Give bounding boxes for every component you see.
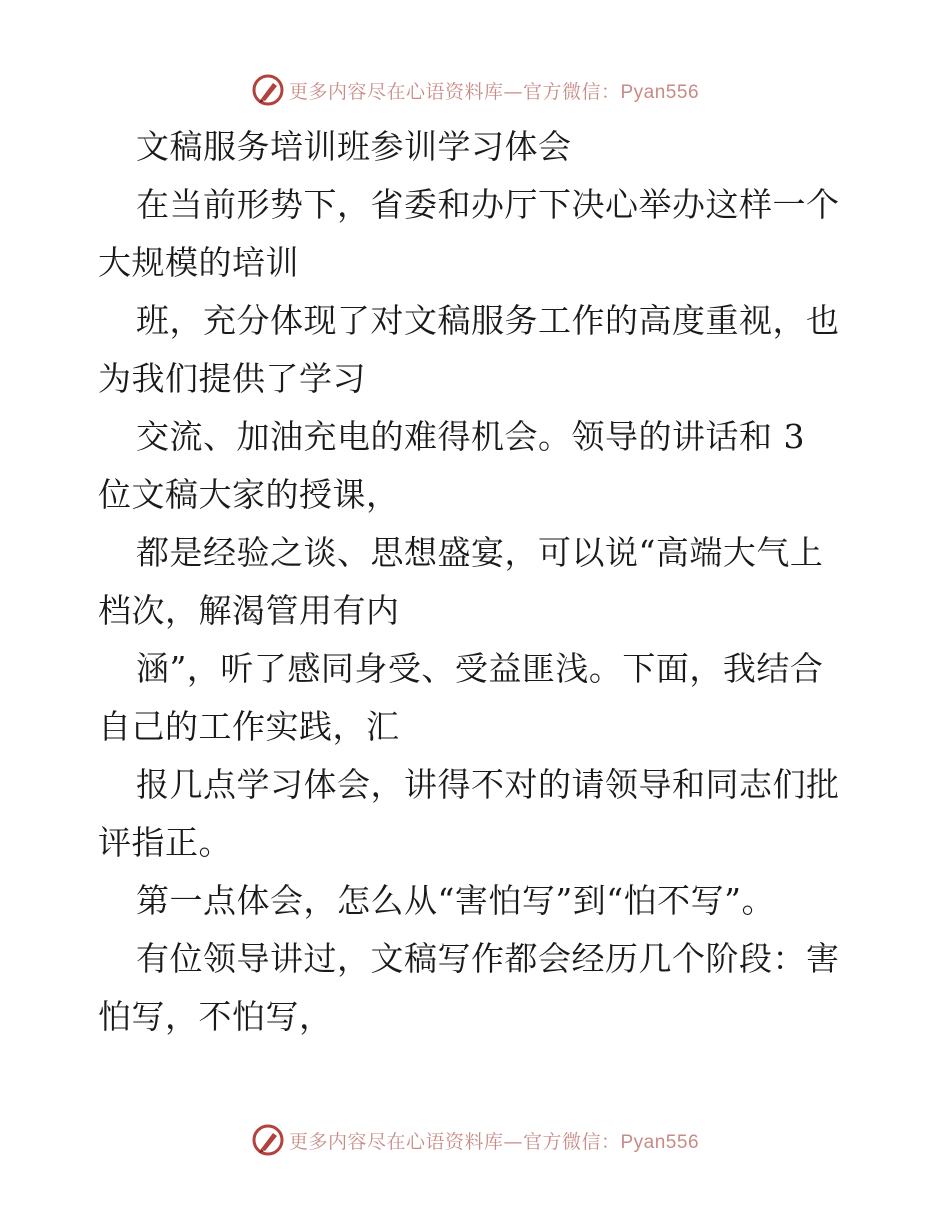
watermark-text: 更多内容尽在心语资料库—官方微信：Pyan556 — [288, 1130, 700, 1153]
text-line: 档次，解渴管用有内 — [98, 591, 400, 630]
watermark-text: 更多内容尽在心语资料库—官方微信：Pyan556 — [288, 80, 700, 103]
header-watermark — [0, 70, 950, 110]
footer-watermark — [0, 1120, 950, 1160]
pen-logo-icon — [251, 73, 285, 107]
text-line: 在当前形势下，省委和办厅下决心举办这样一个 — [136, 185, 840, 224]
text-line: 报几点学习体会，讲得不对的请领导和同志们批 — [136, 765, 840, 804]
pen-logo-icon — [251, 1123, 285, 1157]
text-line: 位文稿大家的授课， — [98, 475, 400, 514]
text-line: 交流、加油充电的难得机会。领导的讲话和 3 — [136, 417, 805, 456]
text-line: 文稿服务培训班参训学习体会 — [136, 127, 572, 166]
text-line: 自己的工作实践，汇 — [98, 707, 400, 746]
text-line: 大规模的培训 — [98, 243, 299, 282]
text-line: 为我们提供了学习 — [98, 359, 366, 398]
text-line: 都是经验之谈、思想盛宴，可以说“高端大气上 — [136, 533, 824, 572]
text-line: 评指正。 — [98, 823, 232, 862]
text-line: 第一点体会，怎么从“害怕写”到“怕不写”。 — [136, 881, 775, 920]
text-line: 班，充分体现了对文稿服务工作的高度重视，也 — [136, 301, 840, 340]
text-line: 涵”，听了感同身受、受益匪浅。下面，我结合 — [136, 649, 824, 688]
text-line: 怕写，不怕写， — [98, 997, 333, 1036]
text-line: 有位领导讲过，文稿写作都会经历几个阶段：害 — [136, 939, 840, 978]
document-body — [98, 118, 854, 1046]
